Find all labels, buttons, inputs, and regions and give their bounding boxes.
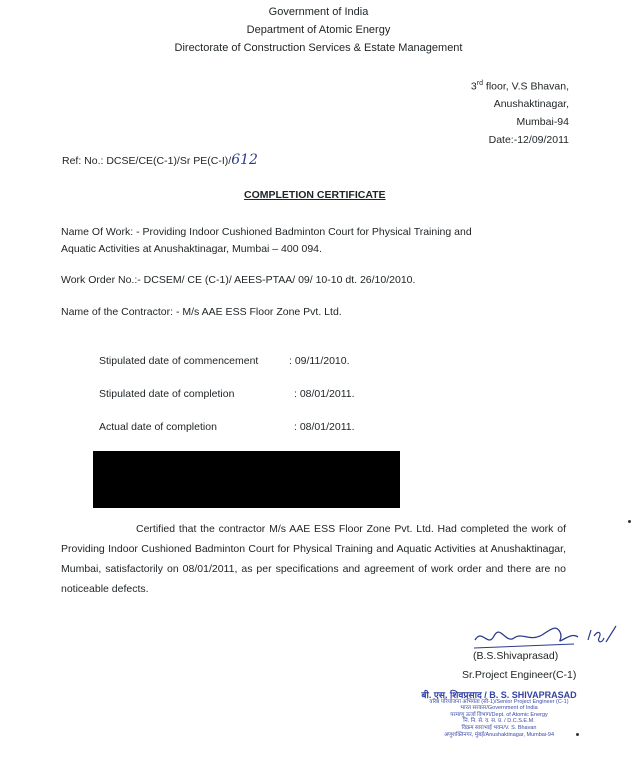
signatory-name: (B.S.Shivaprasad) bbox=[473, 650, 559, 662]
address-date: Date:-12/09/2011 bbox=[488, 134, 569, 146]
stamp-government: भारत सरकार/Government of India bbox=[460, 705, 538, 712]
commencement-date-label: Stipulated date of commencement bbox=[99, 355, 259, 367]
reference-number bbox=[62, 152, 258, 168]
reference-handwritten-number: 612 bbox=[231, 152, 258, 168]
signatory-designation: Sr.Project Engineer(C-1) bbox=[462, 669, 577, 681]
certification-paragraph: Certified that the contractor M/s AAE ESS Floor Zone Pvt. Ltd. Had completed the work of Providing Indoor Cushioned Badminton Court for Physical Training and Aquatic Activities at Anushaktinagar, Mumbai, satisfactorily on 08/01/2011, as per specifications and agreement of work order and there are no noticeable defects. bbox=[61, 523, 566, 595]
contractor-name: Name of the Contractor: - M/s AAE ESS Floor Zone Pvt. Ltd. bbox=[61, 306, 342, 318]
address-city: Mumbai-94 bbox=[516, 116, 569, 128]
commencement-date-value: : 09/11/2010. bbox=[289, 355, 350, 367]
address-locality: Anushaktinagar, bbox=[493, 98, 569, 110]
stamp-locality: अणुशक्तिनगर, मुंबई/Anushaktinagar, Mumbai-94 bbox=[443, 731, 555, 738]
stipulated-completion-value: : 08/01/2011. bbox=[294, 388, 355, 400]
stamp-building: विक्रम साराभाई भवन/V. S. Bhavan bbox=[461, 724, 537, 731]
stamp-name: बी. एस. शिवप्रसाद / B. S. SHIVAPRASAD bbox=[421, 690, 577, 700]
certificate-title: COMPLETION CERTIFICATE bbox=[244, 189, 386, 201]
official-stamp bbox=[400, 692, 598, 758]
name-of-work-line1: Name Of Work: - Providing Indoor Cushioned Badminton Court for Physical Training and bbox=[61, 226, 472, 238]
stamp-department: परमाणु ऊर्जा विभाग/Dept. of Atomic Energy bbox=[450, 711, 548, 718]
letterhead-government: Government of India bbox=[268, 6, 369, 18]
reference-printed: Ref: No.: DCSE/CE(C-1)/Sr PE(C-I)/ bbox=[62, 155, 232, 167]
scan-speck bbox=[628, 520, 631, 523]
address-floor: 3rd floor, V.S Bhavan, bbox=[470, 80, 569, 93]
stipulated-completion-label: Stipulated date of completion bbox=[99, 388, 235, 400]
stamp-designation: वरिष्ठ परियोजना अभियंता (सी-1)/Senior Project Engineer (C-1) bbox=[429, 698, 569, 705]
work-order-number: Work Order No.:- DCSEM/ CE (C-1)/ AEES-PTAA/ 09/ 10-10 dt. 26/10/2010. bbox=[61, 274, 416, 286]
actual-completion-value: : 08/01/2011. bbox=[294, 421, 355, 433]
stamp-directorate: नि. नि. से. व. स. प्र. / D.C.S.E.M. bbox=[463, 718, 535, 725]
name-of-work-line2: Aquatic Activities at Anushaktinagar, Mumbai – 400 094. bbox=[61, 243, 322, 255]
letterhead-directorate: Directorate of Construction Services & Estate Management bbox=[174, 42, 463, 54]
actual-completion-label: Actual date of completion bbox=[99, 421, 217, 433]
letterhead-department: Department of Atomic Energy bbox=[246, 24, 391, 36]
redaction-box bbox=[93, 451, 400, 508]
scan-speck bbox=[576, 733, 579, 736]
